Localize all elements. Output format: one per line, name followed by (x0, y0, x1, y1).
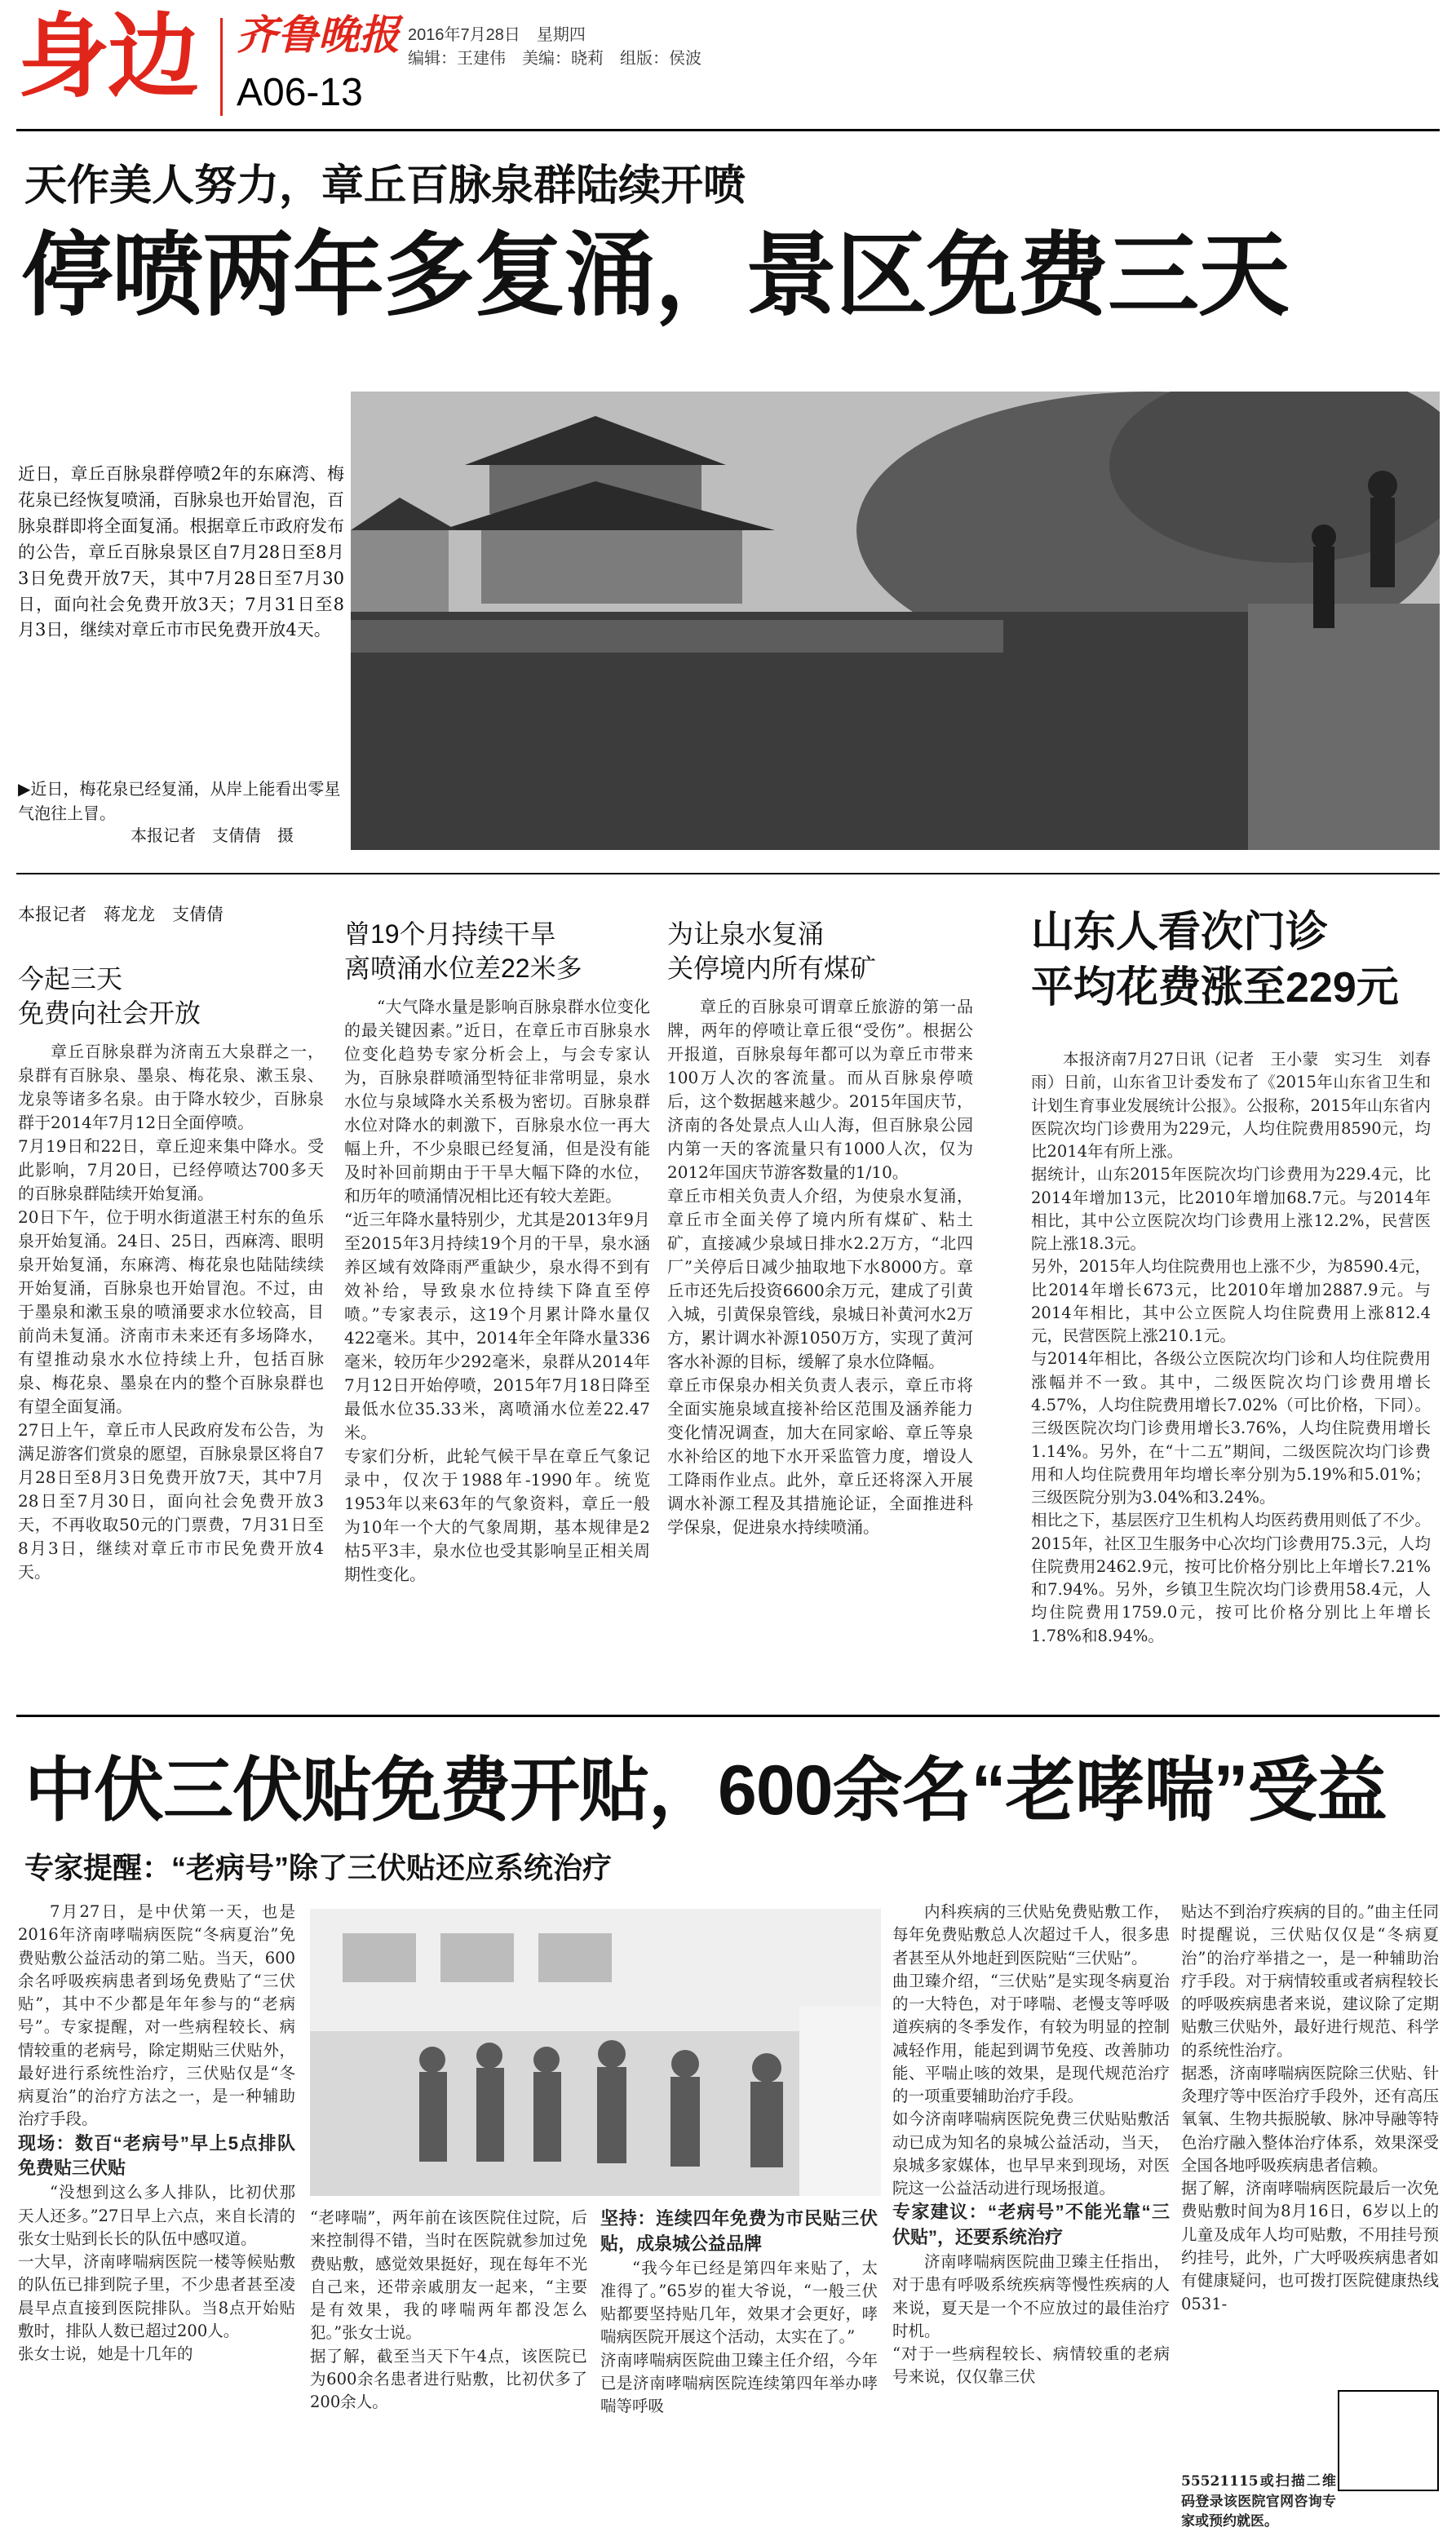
lead-headline: 停喷两年多复涌，景区免费三天 (21, 224, 1289, 326)
section-title: 身边 (18, 6, 197, 108)
story2-photo-patients (310, 1909, 881, 2196)
paragraph: 济南哮喘病医院曲卫臻主任指出，对于患有呼吸系统疾病等慢性疾病的人来说，夏天是一个不应放过的最佳治疗时机。 “对于一些病程较长、病情较重的老病号来说，仅仅靠三伏 (892, 2252, 1170, 2387)
story2-column-2a: “老哮喘”，两年前在该医院住过院，后来控制得不错，当时在医院就参加过免费贴敷，感觉效果挺好，现在每年不光自己来，还带亲戚朋友一起来，“主要是有效果，我的哮喘两年都没怎么犯。”张女士说。 据了解，截至当天下午4点，该医院已为600余名患者进行贴敷，比初伏多了200余人。 (310, 2208, 587, 2412)
story2-headline: 中伏三伏贴免费开贴，600余名“老哮喘”受益 (24, 1751, 1387, 1830)
story2-column-4: 贴达不到治疗疾病的目的。”曲主任同时提醒说，三伏贴仅仅是“冬病夏治”的治疗举措之一，是一种辅助治疗手段。对于病情较重或者病程较长的呼吸疾病患者来说，建议除了定期贴敷三伏贴外，最好进行规范、科学的系统性治疗。 据悉，济南哮喘病医院除三伏贴、针灸理疗等中医治疗手段外，还有高压氧氧、生物共振脱敏、脉冲导融等特色治疗融入整体治疗体系，效果深受全国各地呼吸疾病患者信赖。 据了解，济南哮喘病医院最后一次免费贴敷时间为8月16日，6岁以上的儿童及成年人均可贴敷，不用挂号预约挂号，此外，广大呼吸疾病患者如有健康疑问，也可拨打医院健康热线0531- (1181, 1902, 1439, 2313)
column-body: 章丘百脉泉群为济南五大泉群之一，泉群有百脉泉、墨泉、梅花泉、漱玉泉、龙泉等诸多名泉。由于降水较少，百脉泉群于2014年7月12日全面停喷。 7月19日和22日，章丘迎来集中降水。受此影响，7月20日，已经停喷达700多天的百脉泉群陆续开始复涌。 20日下午，位于明水街道湛王村东的鱼乐泉开始复涌。24日、25日，西麻湾、眼明泉开始复涌，东麻湾、梅花泉也陆陆续续开始复涌，百脉泉也开始冒泡。不过，由于墨泉和漱玉泉的喷涌要求水位较高，目前尚未复涌。济南市未来还有多场降水，有望推动泉水水位持续上升，包括百脉泉、梅花泉、墨泉在内的整个百脉泉群也有望全面复涌。 27日上午，章丘市人民政府发布公告，为满足游客们赏泉的愿望，百脉泉景区将自7月28日至8月3日免费开放7天，其中7月28日至7月30日，面向社会免费开放3天，不再收取50元的门票费，7月31日至8月3日，继续对章丘市市民免费开放4天。 (18, 1042, 324, 1582)
section-rule (16, 873, 1440, 874)
story2-column-3 (892, 1901, 1170, 2389)
column-subhead: 为让泉水复涌 关停境内所有煤矿 (667, 919, 877, 983)
story2-subhead: 现场：数百“老病号”早上5点排队免费贴三伏贴 (18, 2132, 295, 2179)
sidebar-headline: 山东人看次门诊 平均花费涨至229元 (1031, 909, 1399, 1011)
section-rule (16, 1715, 1440, 1717)
byline: 本报记者 蒋龙龙 支倩倩 (18, 905, 223, 924)
paragraph: 内科疾病的三伏贴免费贴敷工作，每年免费贴敷总人次超过千人，很多患者甚至从外地赶到医院贴“三伏贴”。 曲卫臻介绍，“三伏贴”是实现冬病夏治的一大特色，对于哮喘、老慢支等呼吸道疾病的冬季发作，有较为明显的控制减轻作用，能起到调节免疫、改善肺功能、平喘止咳的效果，是现代规范治疗的一项重要辅助治疗手段。 如今济南哮喘病医院免费三伏贴贴敷活动已成为知名的泉城公益活动，当天，泉城多家媒体，也早早来到现场，对医院这一公益活动进行现场报道。 (892, 1902, 1170, 2198)
qr-code-icon (1338, 2390, 1439, 2491)
column-body: “大气降水量是影响百脉泉群水位变化的最关键因素。”近日，在章丘市百脉泉水位变化趋势专家分析会上，与会专家认为，百脉泉群喷涌型特征非常明显，泉水水位与泉域降水关系极为密切。百脉泉群水位对降水的刺激下，百脉泉水位一再大幅上升，不少泉眼已经复涌，但是没有能及时补回前期由于干旱大幅下降的水位，和历年的喷涌情况相比还有较大差距。 “近三年降水量特别少，尤其是2013年9月至2015年3月持续19个月的干旱，泉水涵养区域有效降雨严重缺少，泉水得不到有效补给，导致泉水位持续下降直至停喷。”专家表示，这19个月累计降水量仅422毫米。其中，2014年全年降水量336毫米，较历年少292毫米，泉群从2014年7月12日开始停喷，2015年7月18日降至最低水位35.33米，离喷涌水位差22.47米。 专家们分析，此轮气候干旱在章丘气象记录中，仅次于1988年-1990年。统览1953年以来63年的气象资料，章丘一般为10年一个大的气象周期，基本规律是2枯5平3丰，泉水位也受其影响呈正相关周期性变化。 (344, 997, 650, 1584)
newspaper-logo: 齐鲁晚报 (237, 12, 400, 58)
story2-kicker: 专家提醒：“老病号”除了三伏贴还应系统治疗 (24, 1851, 613, 1884)
lead-intro: 近日，章丘百脉泉群停喷2年的东麻湾、梅花泉已经恢复喷涌，百脉泉也开始冒泡，百脉泉群即将全面复涌。根据章丘市政府发布的公告，章丘百脉泉景区自7月28日至8月3日免费开放7天，其中7月28日至7月30日，面向社会免费开放3天；7月31日至8月3日，继续对章丘市市民免费开放4天。 (18, 464, 344, 640)
column-subhead: 曾19个月持续干旱 离喷涌水位差22米多 (344, 919, 582, 983)
photo-caption: ▶近日，梅花泉已经复涌，从岸上能看出零星气泡往上冒。 (18, 779, 341, 823)
story2-subhead: 专家建议：“老病号”不能光靠“三伏贴”，还要系统治疗 (892, 2202, 1170, 2248)
photo-credit: 本报记者 支倩倩 摄 (131, 826, 294, 845)
paragraph: “我今年已经是第四年来贴了，太准得了。”65岁的崔大爷说，“一般三伏贴都要坚持贴几年，效果才会更好，哮喘病医院开展这个活动，太实在了。” 济南哮喘病医院曲卫臻主任介绍，今年已是济南哮喘病医院连续第四年举办哮喘等呼吸 (600, 2258, 878, 2416)
lead-photo-pavilion (351, 392, 1440, 850)
paragraph: “没想到这么多人排队，比初伏那天人还多。”27日早上六点，来自长清的张女士贴到长长的队伍中感叹道。 一大早，济南哮喘病医院一楼等候贴敷的队伍已排到院子里，不少患者甚至凌晨早点直接到医院排队。当8点开始贴敷时，排队人数已超过200人。 张女士说，她是十几年的 (18, 2183, 295, 2364)
column-subhead: 今起三天 免费向社会开放 (18, 964, 201, 1028)
lead-kicker: 天作美人努力，章丘百脉泉群陆续开喷 (24, 162, 746, 210)
pavilion-image (351, 392, 1440, 850)
hotline-text: 55521115或扫描二维码登录该医院官网咨询专家或预约就医。 (1181, 2473, 1336, 2530)
editor-line: 编辑：王建伟 美编：晓莉 组版：侯波 (408, 50, 701, 68)
patients-image (310, 1909, 881, 2196)
story2-column-1 (18, 1901, 295, 2366)
header-divider (220, 18, 223, 116)
date-line: 2016年7月28日 星期四 (408, 26, 586, 44)
top-rule (16, 129, 1440, 131)
page-code: A06-13 (237, 71, 363, 114)
story2-subhead: 坚持：连续四年免费为市民贴三伏贴，成泉城公益品牌 (600, 2208, 878, 2254)
column-body: 章丘的百脉泉可谓章丘旅游的第一品牌，两年的停喷让章丘很“受伤”。根据公开报道，百脉泉每年都可以为章丘市带来100万人次的客流量。而从百脉泉停喷后，这个数据越来越少。2015年国庆节，济南的各处景点人山人海，但百脉泉公园内第一天的客流量只有1000人次，仅为2012年国庆节游客数量的1/10。 章丘市相关负责人介绍，为使泉水复涌，章丘市全面关停了境内所有煤矿、粘土矿，直接减少泉域日排水2.2万方，“北四厂”关停后日减少抽取地下水8000方。章丘市还先后投资6600余万元，建成了引黄入城，引黄保泉管线，泉城日补黄河水2万方，累计调水补源1050万方，实现了黄河客水补源的目标，缓解了泉水位降幅。 章丘市保泉办相关负责人表示，章丘市将全面实施泉域直接补给区范围及涵养能力变化情况调查，加大在同家峪、章丘等泉水补给区的地下水开采监管力度，增设人工降雨作业点。此外，章丘还将深入开展调水补源工程及其措施论证，全面推进科学保泉，促进泉水持续喷涌。 (667, 997, 973, 1537)
paragraph: 7月27日，是中伏第一天，也是2016年济南哮喘病医院“冬病夏治”免费贴敷公益活动的第二贴。当天，600余名呼吸疾病患者到场免费贴了“三伏贴”，其中不少都是年年参与的“老病号”。专家提醒，对一些病程较长、病情较重的老病号，除定期贴三伏贴外，最好进行系统性治疗，三伏贴仅是“冬病夏治”的治疗方法之一，是一种辅助治疗手段。 (18, 1902, 295, 2129)
story2-column-2b (600, 2207, 878, 2418)
sidebar-body: 本报济南7月27日讯（记者 王小蒙 实习生 刘春雨）日前，山东省卫计委发布了《2015年山东省卫生和计划生育事业发展统计公报》。公报称，2015年山东省内医院次均门诊费用为229元，人均住院费用8590元，均比2014年有所上涨。 据统计，山东2015年医院次均门诊费用为229.4元，比2014年增加13元，比2010年增加68.7元。与2014年相比，其中公立医院次均门诊费用上涨12.2%，民营医院上涨18.3元。 另外，2015年人均住院费用也上涨不少，为8590.4元，比2014年增长673元，比2010年增加2887.9元。与2014年相比，其中公立医院人均住院费用上涨812.4元，民营医院上涨210.1元。 与2014年相比，各级公立医院次均门诊和人均住院费用涨幅并不一致。其中，二级医院次均门诊费用增长4.57%，人均住院费用增长7.02%（可比价格，下同）。三级医院次均门诊费用增长3.76%，人均住院费用增长1.14%。另外，在“十二五”期间，二级医院次均门诊费用和人均住院费用年均增长率分别为5.19%和5.01%；三级医院分别为3.04%和3.24%。 相比之下，基层医疗卫生机构人均医药费用则低了不少。2015年，社区卫生服务中心次均门诊费用75.3元，人均住院费用2462.9元，按可比价格分别比上年增长7.21%和7.94%。另外，乡镇卫生院次均门诊费用58.4元，人均住院费用1759.0元，按可比价格分别比上年增长1.78%和8.94%。 (1031, 1050, 1431, 1645)
